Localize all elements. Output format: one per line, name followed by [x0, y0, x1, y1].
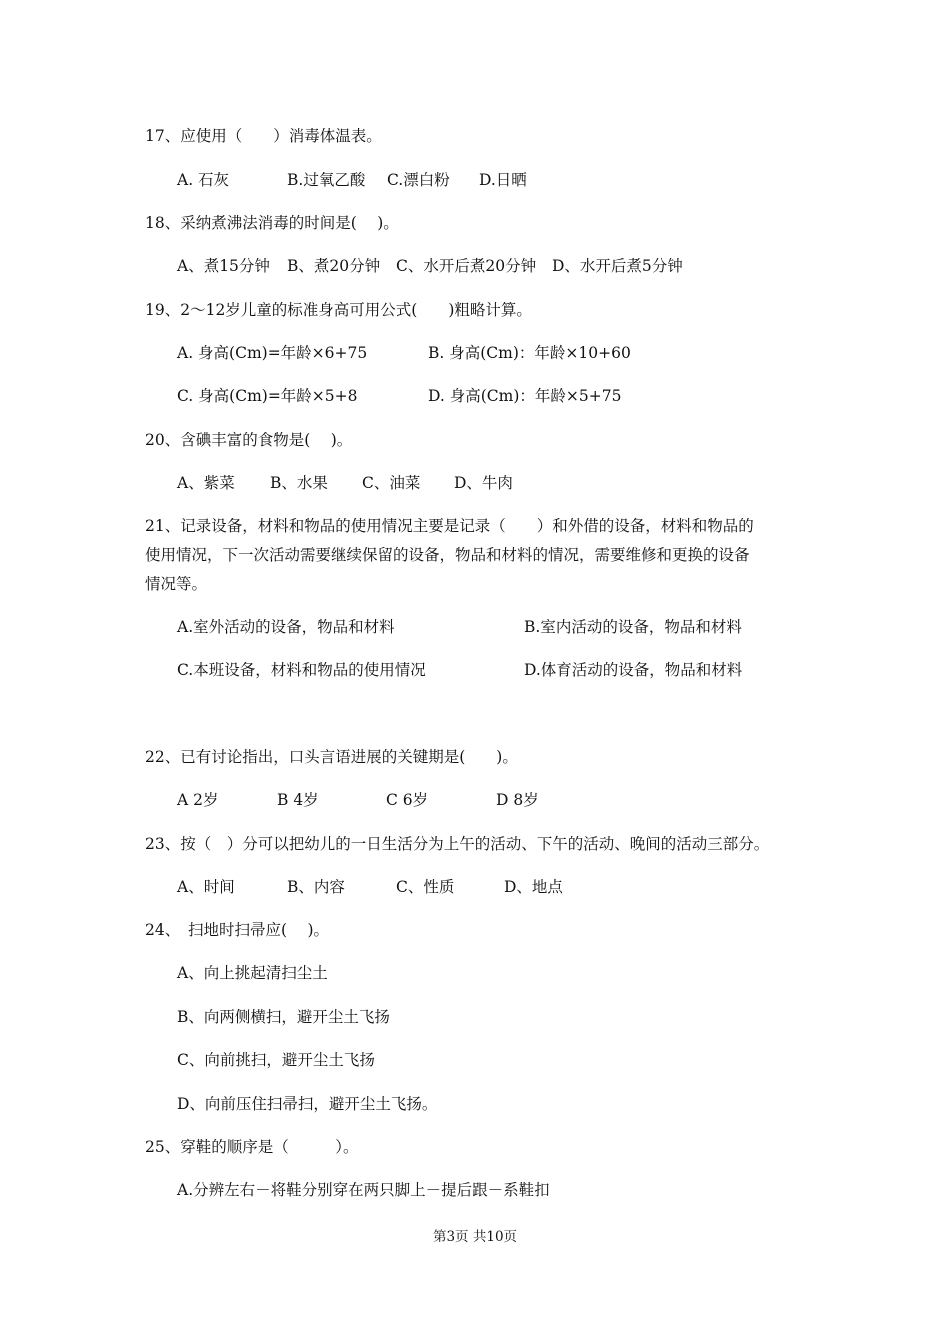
question-18-option-c: C、水开后煮20分钟: [396, 257, 537, 275]
question-24-option-d: D、向前压住扫帚扫，避开尘土飞扬。: [177, 1095, 438, 1113]
question-21-option-c: C.本班设备，材料和物品的使用情况: [177, 661, 426, 679]
question-23-option-a: A、时间: [177, 878, 235, 896]
question-23-option-c: C、性质: [396, 878, 455, 896]
question-23-option-b: B、内容: [287, 878, 345, 896]
question-18-stem: 18、采纳煮沸法消毒的时间是( )。: [145, 214, 399, 232]
question-24-option-a: A、向上挑起清扫尘土: [177, 964, 328, 982]
question-21-option-a: A.室外活动的设备，物品和材料: [177, 618, 395, 636]
question-20-option-c: C、油菜: [362, 474, 421, 492]
question-19-option-d: D. 身高(Cm)：年龄×5+75: [428, 387, 622, 405]
question-18-option-d: D、水开后煮5分钟: [552, 257, 683, 275]
question-21-stem-line-2: 使用情况，下一次活动需要继续保留的设备，物品和材料的情况，需要维修和更换的设备: [145, 546, 750, 564]
question-22-option-c: C 6岁: [386, 791, 429, 809]
question-20-option-a: A、紫菜: [177, 474, 235, 492]
question-20-stem: 20、含碘丰富的食物是( )。: [145, 431, 353, 449]
question-24-stem: 24、 扫地时扫帚应( )。: [145, 921, 329, 939]
question-18-option-a: A、煮15分钟: [177, 257, 270, 275]
page-footer: 第3页 共10页: [432, 1229, 518, 1245]
question-19-stem: 19、2～12岁儿童的标准身高可用公式( )粗略计算。: [145, 301, 532, 319]
question-24-option-b: B、向两侧横扫，避开尘土飞扬: [177, 1008, 390, 1026]
question-22-stem: 22、已有讨论指出，口头言语进展的关键期是( )。: [145, 748, 518, 766]
question-17-option-c: C.漂白粉: [387, 171, 450, 189]
question-19-option-c: C. 身高(Cm)=年龄×5+8: [177, 387, 358, 405]
question-25-option-a: A.分辨左右－将鞋分别穿在两只脚上－提后跟－系鞋扣: [177, 1181, 550, 1199]
question-19-option-a: A. 身高(Cm)=年龄×6+75: [177, 344, 368, 362]
question-22-option-d: D 8岁: [496, 791, 539, 809]
question-21-option-b: B.室内活动的设备，物品和材料: [524, 618, 742, 636]
question-17-stem: 17、应使用（ ）消毒体温表。: [145, 127, 382, 145]
question-21-stem-line-3: 情况等。: [145, 575, 208, 593]
question-21-stem-line-1: 21、记录设备，材料和物品的使用情况主要是记录（ ）和外借的设备，材料和物品的: [145, 517, 754, 535]
question-22-option-a: A 2岁: [177, 791, 219, 809]
question-17-option-a: A. 石灰: [177, 171, 230, 189]
question-20-option-b: B、水果: [270, 474, 328, 492]
question-20-option-d: D、牛肉: [454, 474, 513, 492]
question-18-option-b: B、煮20分钟: [287, 257, 381, 275]
question-23-stem: 23、按（ ）分可以把幼儿的一日生活分为上午的活动、下午的活动、晚间的活动三部分。: [145, 835, 770, 853]
question-24-option-c: C、向前挑扫，避开尘土飞扬: [177, 1051, 375, 1069]
question-19-option-b: B. 身高(Cm)：年龄×10+60: [428, 344, 631, 362]
question-17-option-b: B.过氧乙酸: [287, 171, 366, 189]
question-17-option-d: D.日晒: [479, 171, 527, 189]
question-23-option-d: D、地点: [504, 878, 563, 896]
question-21-option-d: D.体育活动的设备，物品和材料: [524, 661, 743, 679]
question-22-option-b: B 4岁: [277, 791, 319, 809]
question-25-stem: 25、穿鞋的顺序是（ ）。: [145, 1138, 359, 1156]
